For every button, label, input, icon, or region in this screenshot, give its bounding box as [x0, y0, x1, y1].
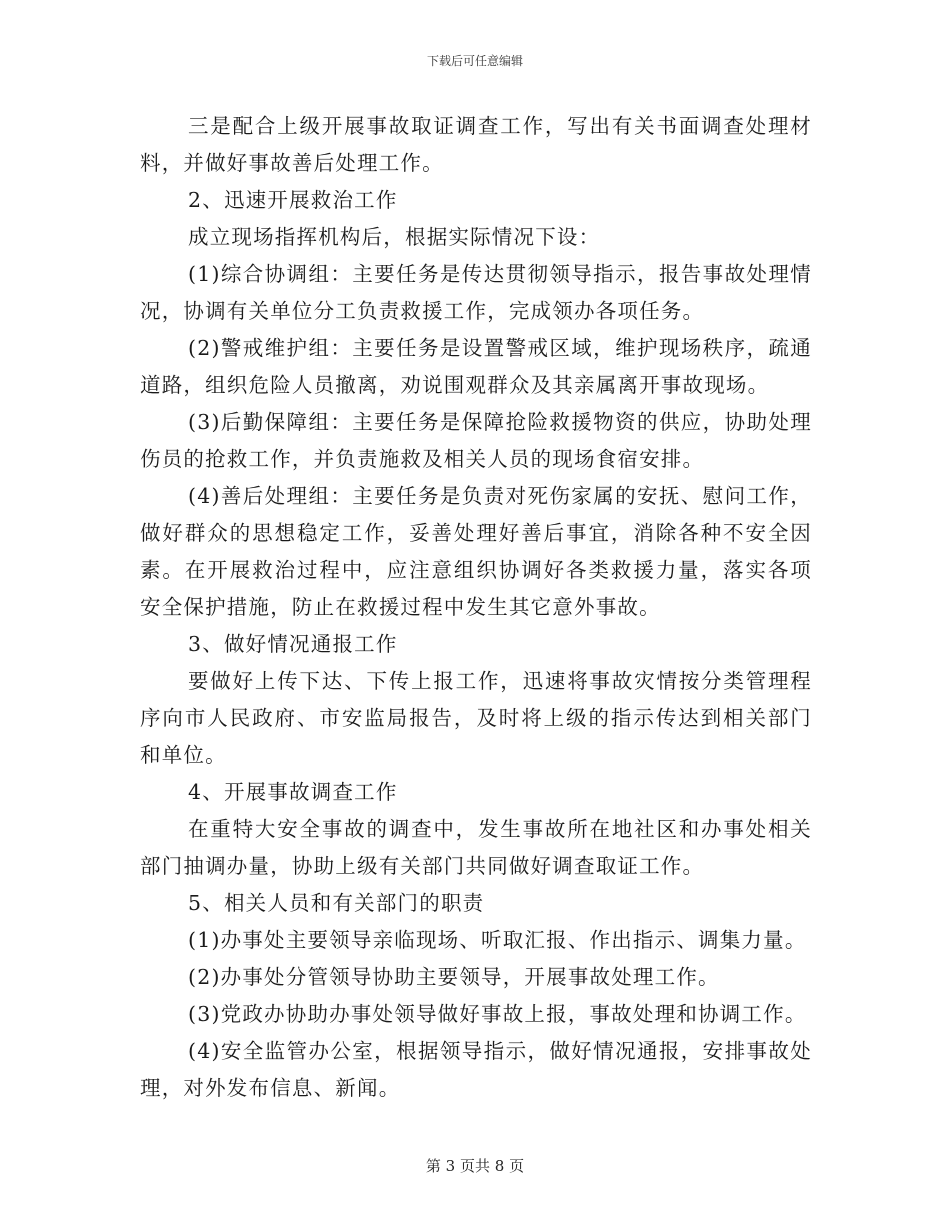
- section-heading: 3、做好情况通报工作: [188, 632, 398, 656]
- list-item: (3)党政办协助办事处领导做好事故上报，事故处理和协调工作。: [188, 1002, 807, 1026]
- paragraph: 三是配合上级开展事故取证调查工作，写出有关书面调查处理材料，并做好事故善后处理工作。: [140, 114, 812, 175]
- section-heading: 5、相关人员和有关部门的职责: [188, 891, 485, 915]
- list-item: (4)善后处理组：主要任务是负责对死伤家属的安抚、慰问工作，做好群众的思想稳定工作，妥善处理好善后事宜，消除各种不安全因素。在开展救治过程中，应注意组织协调好各类救援力量，落实各项安全保护措施，防止在救援过程中发生其它意外事故。: [140, 484, 812, 619]
- section-heading: 2、迅速开展救治工作: [188, 188, 398, 212]
- list-item: (4)安全监管办公室，根据领导指示，做好情况通报，安排事故处理，对外发布信息、新闻。: [140, 1039, 812, 1100]
- list-item: (1)综合协调组：主要任务是传达贯彻领导指示，报告事故处理情况，协调有关单位分工负责救援工作，完成领办各项任务。: [140, 262, 812, 323]
- section-heading: 4、开展事故调查工作: [188, 780, 398, 804]
- list-item: (2)警戒维护组：主要任务是设置警戒区域，维护现场秩序，疏通道路，组织危险人员撤离，劝说围观群众及其亲属离开事故现场。: [140, 336, 812, 397]
- document-body: [140, 108, 812, 1107]
- page-header: 下载后可任意编辑: [426, 54, 523, 68]
- paragraph: 成立现场指挥机构后，根据实际情况下设：: [188, 225, 601, 249]
- list-item: (3)后勤保障组：主要任务是保障抢险救援物资的供应，协助处理伤员的抢救工作，并负责施救及相关人员的现场食宿安排。: [140, 410, 812, 471]
- page-number: 第 3 页共 8 页: [425, 1157, 525, 1175]
- list-item: (2)办事处分管领导协助主要领导，开展事故处理工作。: [188, 965, 720, 989]
- paragraph: 要做好上传下达、下传上报工作，迅速将事故灾情按分类管理程序向市人民政府、市安监局报告，及时将上级的指示传达到相关部门和单位。: [140, 669, 812, 767]
- paragraph: 在重特大安全事故的调查中，发生事故所在地社区和办事处相关部门抽调办量，协助上级有关部门共同做好调查取证工作。: [140, 817, 812, 878]
- list-item: (1)办事处主要领导亲临现场、听取汇报、作出指示、调集力量。: [188, 928, 807, 952]
